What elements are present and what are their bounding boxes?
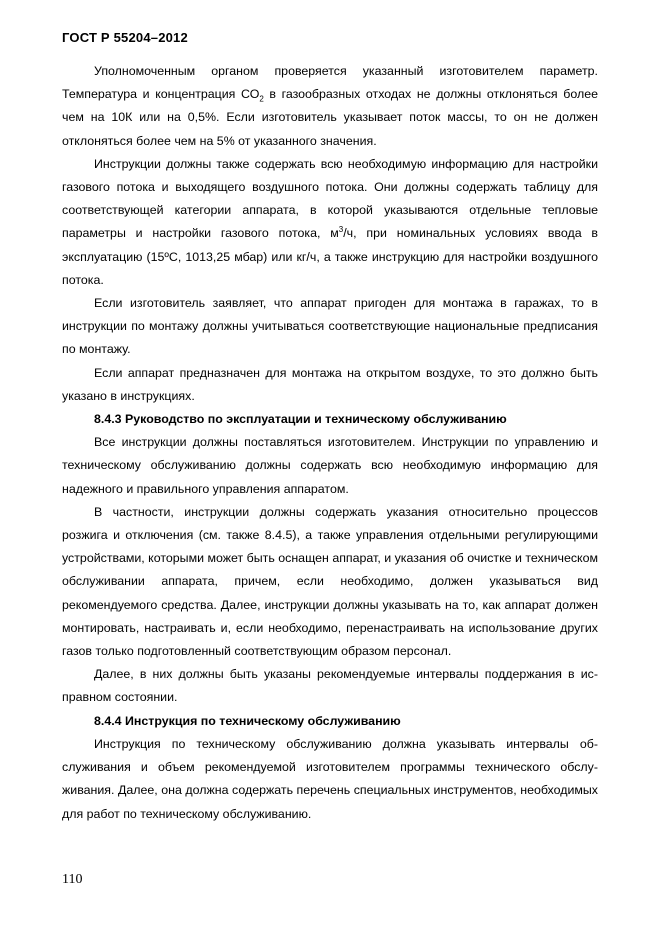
document-code-header: ГОСТ Р 55204–2012 (62, 30, 188, 45)
section-heading-8-4-4: 8.4.4 Инструкция по техническому обслуживанию (94, 713, 401, 728)
text-run: в газообразных отходах не должны отклоняться более чем на 10К или на 0,5%. Если изготовитель указывает поток массы, то он не должен отклоняться более чем на 5% от указанного значения. (62, 87, 598, 148)
paragraph-garage-installation: Если изготовитель заявляет, что аппарат пригоден для монтажа в гаражах, то в инструкции по монтажу должны учитываться соответствующие национальные предписания по монтажу. (62, 296, 598, 357)
text-run: /ч, при номинальных условиях ввода в эксплуатацию (15ºС, 1013,25 мбар) или кг/ч, а также инструкцию для настройки воздушного потока. (62, 226, 598, 287)
section-heading-8-4-3: 8.4.3 Руководство по эксплуатации и техническому обслуживанию (94, 412, 507, 427)
page-number: 110 (62, 872, 83, 887)
text-run: Уполномоченным органом проверяется указанный изготовителем параметр. Температура и концентрация СО (62, 64, 598, 102)
paragraph-manufacturer-instructions: Все инструкции должны поставляться изготовителем. Инструкции по управлению и техническому обслуживанию должны содержать всю необходимую информацию для надежного и правильного управления аппаратом. (62, 435, 598, 496)
paragraph-ignition-maintenance: В частности, инструкции должны содержать указания относительно процессов розжига и отключения (см. также 8.4.5), а также управления отдельными регулирующими устройствами, которыми может быть оснащен аппарат, и указания об очистке и техническом обслуживании аппарата, причем, если необходимо, должен указываться вид рекомендуемого средства. Далее, инструкции должны указывать на то, как аппарат должен монтировать, настраивать и, если необходимо, перенастраивать на использование других газов только подготовленный соответствующим образом персонал. (62, 504, 598, 659)
paragraph-gas-flow-settings (62, 153, 598, 292)
document-body (62, 60, 598, 826)
paragraph-outdoor-installation: Если аппарат предназначен для монтажа на открытом воздухе, то это должно быть указано в инструкциях. (62, 365, 598, 403)
subscript-2: 2 (259, 94, 264, 104)
text-run: Инструкции должны также содержать всю необходимую информацию для настройки газового потока и выходящего воздушного потока. Они должны содержать таблицу для соответствующей категории аппарата, в которой указываются отдельные тепловые параметры и настройки газового потока, м (62, 156, 598, 241)
paragraph-co2-tolerance (62, 60, 598, 153)
paragraph-service-instruction: Инструкция по техническому обслуживанию должна указывать интервалы обслуживания и объем рекомендуемой изготовителем программы технического обслуживания. Далее, она должна содержать перечень специальных инструментов, необходимых для работ по техническому обслуживанию. (62, 736, 598, 821)
paragraph-maintenance-intervals: Далее, в них должны быть указаны рекомендуемые интервалы поддержания в исправном состоянии. (62, 667, 598, 705)
superscript-3: 3 (338, 225, 344, 235)
